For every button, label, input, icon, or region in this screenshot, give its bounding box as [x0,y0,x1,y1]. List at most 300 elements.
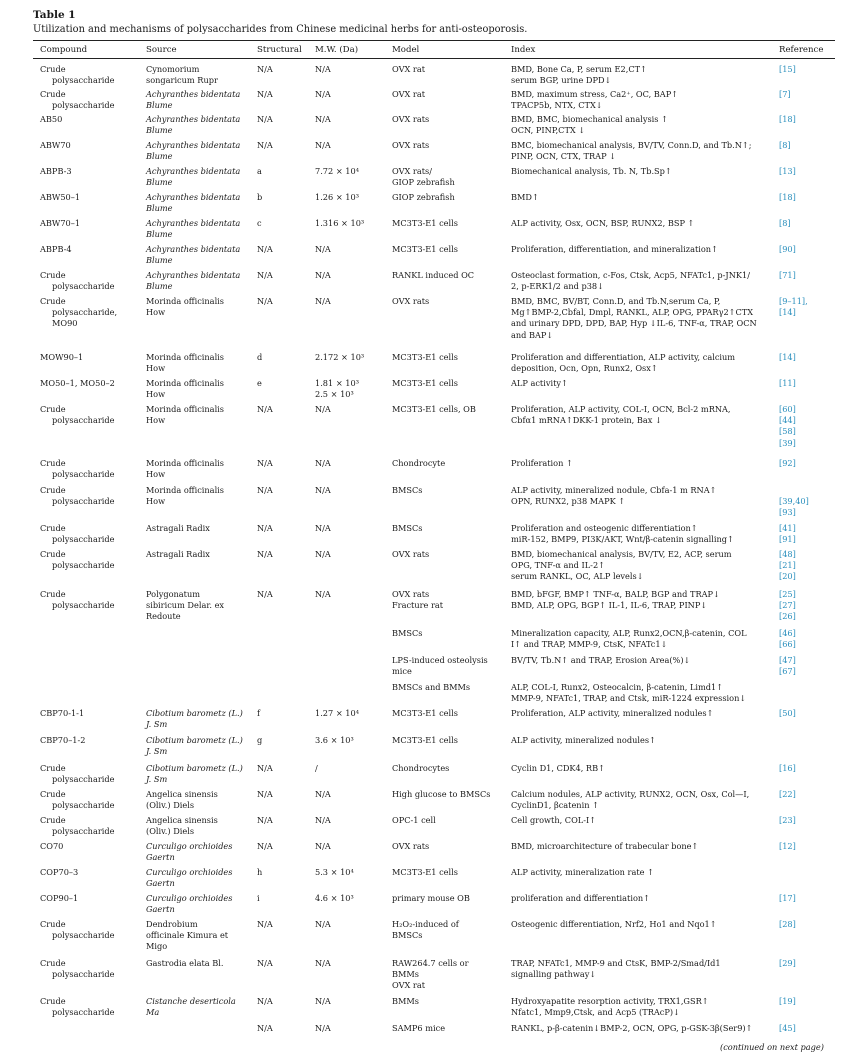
cell-line: OVX rat [392,980,425,991]
cell-index [511,404,776,426]
cell-index [511,735,776,746]
cell-line: CBP70-1-1 [40,708,85,718]
cell-index [511,244,776,255]
cell-reference [779,378,835,389]
cell-line: Crude [40,789,66,799]
reference-link[interactable]: [23] [779,815,796,825]
cell-index [511,708,776,719]
cell-line: N/A [315,919,331,929]
cell-line: Gaertn [146,904,175,915]
cell-line: Crude [40,64,66,74]
cell-line: g [257,735,263,745]
reference-link[interactable]: [67] [779,666,796,677]
cell-structural [257,763,312,774]
cell-source [146,140,254,162]
cell-index [511,655,776,666]
cell-line: Curculigo orchioides [146,867,233,877]
cell-line: OPN, RUNX2, p38 MAPK ↑ [511,496,626,507]
cell-line: Astragali Radix [146,549,210,559]
cell-line: GIOP zebrafish [392,177,455,188]
header-model: Model [392,45,420,55]
cell-line: OPG, TNF-α and IL-2↑ [511,560,606,571]
cell-line: N/A [257,549,273,559]
cell-reference [779,114,835,125]
cell-line: 1.27 × 10⁴ [315,708,359,718]
cell-line: Morinda officinalis [146,296,225,306]
cell-index [511,458,776,469]
cell-line: N/A [257,140,273,150]
cell-index [511,485,776,507]
cell-reference [779,270,835,281]
reference-link[interactable]: [25] [779,589,796,599]
cell-reference [779,763,835,774]
cell-source [146,919,254,953]
header-structural: Structural [257,45,302,55]
reference-link[interactable]: [45] [779,1023,796,1033]
cell-source [146,458,254,480]
cell-line: OVX rats [392,549,430,559]
cell-reference [779,549,835,583]
cell-index [511,815,776,826]
cell-source [146,841,254,863]
reference-link[interactable]: [9–11], [779,296,808,306]
cell-line: Blume [146,203,173,214]
cell-line: (Oliv.) Diels [146,826,195,837]
cell-line: ABW70 [40,140,71,150]
cell-source [146,270,254,292]
cell-line: TRAP, NFATc1, MMP-9 and CtsK, BMP-2/Smad/Id1 [511,958,721,968]
cell-line: Blume [146,255,173,266]
cell-line: serum RANKL, OC, ALP levels↓ [511,571,644,582]
reference-link[interactable]: [8] [779,218,791,228]
cell-line: BMD↑ [511,192,539,202]
cell-line: 4.6 × 10³ [315,893,354,903]
cell-index [511,378,776,389]
cell-line: Crude [40,549,66,559]
cell-line: Mg↑BMP-2,Cbfal, Dmpl, RANKL, ALP, OPG, PPARγ2↑CTX [511,307,754,318]
cell-line: Crude [40,485,66,495]
cell-line: officinale Kimura et [146,930,229,941]
reference-link[interactable]: [29] [779,958,796,968]
cell-model [392,628,504,639]
reference-link[interactable]: [22] [779,789,796,799]
cell-line: N/A [257,1023,273,1033]
cell-structural [257,296,312,307]
cell-mw [315,378,387,400]
reference-link[interactable]: [18] [779,114,796,124]
cell-reference [779,708,835,719]
cell-line: How [146,415,166,426]
cell-line: N/A [257,296,273,306]
cell-mw [315,244,387,255]
cell-line: polysaccharide [52,774,115,785]
cell-model [392,867,504,878]
cell-mw [315,218,387,229]
cell-line: polysaccharide [52,1007,115,1018]
cell-line: Crude [40,296,66,306]
cell-line: 2, p-ERK1/2 and p38↓ [511,281,604,292]
cell-model [392,192,504,203]
cell-line: f [257,708,261,718]
cell-reference [779,589,835,623]
cell-mw [315,485,387,496]
cell-line: N/A [315,64,331,74]
cell-line: Calcium nodules, ALP activity, RUNX2, OCN, Osx, Col—I, [511,789,750,799]
cell-source [146,89,254,111]
cell-structural [257,867,312,878]
cell-line: polysaccharide [52,469,115,480]
cell-line: N/A [257,89,273,99]
cell-line: High glucose to BMSCs [392,789,491,799]
cell-line: BMMs [392,996,419,1006]
cell-model [392,815,504,826]
cell-line: polysaccharide [52,534,115,545]
cell-line: Crude [40,89,66,99]
cell-line: Angelica sinensis [146,815,218,825]
cell-structural [257,789,312,800]
reference-link[interactable]: [18] [779,192,796,202]
reference-link[interactable]: [14] [779,307,796,318]
cell-line: Cynomorium [146,64,200,74]
cell-mw [315,958,387,969]
cell-source [146,867,254,889]
cell-mw [315,763,387,774]
cell-line: OVX rats [392,296,430,306]
cell-reference [779,218,835,229]
cell-line: MMP-9, NFATc1, TRAP, and Ctsk, miR-1224 expression↓ [511,693,747,704]
cell-line: c [257,218,262,228]
cell-reference [779,655,835,677]
cell-line: BMMs [392,969,419,980]
cell-model [392,789,504,800]
cell-line: TPACP5b, NTX, CTX↓ [511,100,603,111]
reference-link[interactable]: [58] [779,426,796,437]
reference-link[interactable]: [41] [779,523,796,533]
cell-source [146,549,254,560]
cell-reference [779,523,835,545]
cell-structural [257,64,312,75]
cell-line: Hydroxyapatite resorption activity, TRX1,GSR↑ [511,996,709,1006]
cell-line: polysaccharide [52,969,115,980]
cell-line: N/A [257,763,273,773]
cell-line: N/A [315,458,331,468]
cell-line: Gaertn [146,878,175,889]
cell-line: Crude [40,270,66,280]
reference-link[interactable]: [17] [779,893,796,903]
cell-source [146,166,254,188]
cell-line: N/A [257,919,273,929]
cell-index [511,589,776,611]
cell-index [511,789,776,811]
cell-line: Biomechanical analysis, Tb. N, Tb.Sp↑ [511,166,672,176]
cell-line: MO90 [52,318,78,329]
cell-index [511,114,776,136]
reference-link[interactable]: [91] [779,534,796,545]
cell-line: How [146,469,166,480]
cell-line: BMSCs [392,930,423,941]
cell-line: polysaccharide [52,930,115,941]
cell-line: BMD, biomechanical analysis, BV/TV, E2, ACP, serum [511,549,732,559]
cell-reference [779,404,835,449]
reference-link[interactable]: [48] [779,549,796,559]
cell-source [146,763,254,785]
reference-link[interactable]: [90] [779,244,796,254]
cell-structural [257,270,312,281]
cell-mw [315,140,387,151]
cell-reference [779,296,835,318]
cell-line: ABW70–1 [40,218,81,228]
cell-line: MC3T3-E1 cells [392,378,458,388]
cell-line: N/A [257,270,273,280]
cell-model [392,270,504,281]
cell-line: N/A [315,841,331,851]
cell-line: Gastrodia elata Bl. [146,958,224,968]
cell-line: N/A [257,841,273,851]
cell-mw [315,523,387,534]
cell-line: 7.72 × 10⁴ [315,166,359,176]
top-rule [33,40,835,41]
reference-link[interactable]: [27] [779,600,796,611]
cell-model [392,378,504,389]
reference-link[interactable]: [50] [779,708,796,718]
cell-mw [315,352,387,363]
reference-link[interactable]: [8] [779,140,791,150]
cell-line: Cistanche deserticola [146,996,236,1006]
reference-link[interactable]: [13] [779,166,796,176]
cell-model [392,404,504,415]
cell-line: BMD, BMC, BV/BT, Conn.D, and Tb.N,serum Ca, P, [511,296,721,306]
reference-link[interactable]: [11] [779,378,796,388]
cell-model [392,296,504,307]
cell-line: MC3T3-E1 cells [392,867,458,877]
cell-line: ALP, COL-I, Runx2, Osteocalcin, β-catenin, Limd1↑ [511,682,724,692]
reference-link[interactable]: [21] [779,560,796,571]
cell-line: BMD, ALP, OPG, BGP↑ IL-1, IL-6, TRAP, PINP↓ [511,600,708,611]
cell-model [392,655,504,677]
cell-line: BMD, maximum stress, Ca2⁺, OC, BAP↑ [511,89,679,99]
reference-link[interactable] [779,485,835,496]
cell-line: COP90–1 [40,893,79,903]
cell-line: N/A [257,244,273,254]
cell-source [146,378,254,400]
cell-index [511,192,776,203]
cell-source [146,523,254,534]
cell-source [146,192,254,214]
cell-line: BMD, microarchitecture of trabecular bone↑ [511,841,699,851]
cell-index [511,296,776,341]
reference-link[interactable]: [19] [779,996,796,1006]
cell-line: signalling pathway↓ [511,969,597,980]
cell-line: N/A [315,296,331,306]
reference-link[interactable]: [14] [779,352,796,362]
reference-link[interactable]: [28] [779,919,796,929]
cell-line: BMSCs and BMMs [392,682,471,692]
cell-line: miR-152, BMP9, PI3K/AKT, Wnt/β-catenin signalling↑ [511,534,734,545]
reference-link[interactable]: [92] [779,458,796,468]
cell-line: PINP, OCN, CTX, TRAP ↓ [511,151,617,162]
cell-line: ALP activity, mineralized nodules↑ [511,735,656,745]
cell-source [146,996,254,1018]
cell-mw [315,270,387,281]
reference-link[interactable]: [46] [779,628,796,638]
cell-mw [315,64,387,75]
cell-structural [257,523,312,534]
cell-line: CO70 [40,841,64,851]
cell-source [146,64,254,86]
cell-mw [315,893,387,904]
reference-link[interactable]: [16] [779,763,796,773]
cell-structural [257,735,312,746]
cell-line: BMSCs [392,628,423,638]
cell-index [511,218,776,229]
cell-line: OVX rats [392,140,430,150]
cell-line: 1.316 × 10³ [315,218,365,228]
cell-line: ALP activity↑ [511,378,568,388]
reference-link[interactable]: [7] [779,89,791,99]
cell-index [511,64,776,86]
cell-line: OVX rats [392,841,430,851]
cell-line: ALP activity, mineralization rate ↑ [511,867,654,877]
cell-index [511,958,776,980]
cell-mw [315,996,387,1007]
cell-line: Cibotium barometz (L.) [146,708,243,718]
cell-line: Crude [40,815,66,825]
cell-structural [257,893,312,904]
reference-link[interactable]: [47] [779,655,796,665]
cell-line: Polygonatum [146,589,201,599]
cell-index [511,166,776,177]
cell-line: N/A [315,404,331,414]
cell-index [511,682,776,704]
reference-link[interactable]: [93] [779,507,796,518]
cell-line: N/A [315,815,331,825]
cell-line: mice [392,666,412,677]
cell-line: N/A [315,589,331,599]
cell-line: ABPB-4 [40,244,72,254]
cell-line: MC3T3-E1 cells [392,244,458,254]
cell-line: Cbfα1 mRNA↑DKK-1 protein, Bax ↓ [511,415,662,426]
cell-line: Proliferation, ALP activity, mineralized nodules↑ [511,708,714,718]
header-mw: M.W. (Da) [315,45,359,55]
cell-line: polysaccharide [52,281,115,292]
cell-line: Morinda officinalis [146,404,225,414]
cell-mw [315,458,387,469]
cell-source [146,218,254,240]
cell-line: OCN, PINP,CTX ↓ [511,125,586,136]
cell-line: polysaccharide, [52,307,118,318]
cell-line: and BAP↓ [511,329,554,340]
cell-line: 3.6 × 10³ [315,735,354,745]
cell-line: Blume [146,125,173,136]
cell-line: Crude [40,589,66,599]
cell-line: MC3T3-E1 cells [392,708,458,718]
cell-line: polysaccharide [52,560,115,571]
cell-line: RANKL, p-β-catenin↓BMP-2, OCN, OPG, p-GSK-3β(Ser9)↑ [511,1023,753,1033]
cell-index [511,140,776,162]
cell-line: BMC, biomechanical analysis, BV/TV, Conn.D, and Tb.N↑; [511,140,752,150]
cell-line: N/A [257,64,273,74]
reference-link[interactable]: [15] [779,64,796,74]
header-source: Source [146,45,177,55]
cell-line: N/A [257,815,273,825]
cell-line: BMD, Bone Ca, P, serum E2,CT↑ [511,64,647,74]
cell-index [511,919,776,930]
cell-mw [315,296,387,307]
reference-link[interactable]: [20] [779,571,796,582]
header-index: Index [511,45,536,55]
cell-line: 2.5 × 10³ [315,389,354,400]
cell-model [392,352,504,363]
header-reference: Reference [779,45,824,55]
reference-link[interactable]: [60] [779,404,796,414]
cell-structural [257,485,312,496]
cell-structural [257,815,312,826]
reference-link[interactable]: [66] [779,639,796,650]
cell-line: Achyranthes bidentata [146,270,241,280]
cell-structural [257,549,312,560]
cell-line: BMD, bFGF, BMP↑ TNF-α, BALP, BGP and TRAP↓ [511,589,720,599]
reference-link[interactable]: [71] [779,270,796,280]
cell-mw [315,404,387,415]
cell-line: Crude [40,523,66,533]
cell-model [392,218,504,229]
reference-link[interactable]: [26] [779,611,796,622]
reference-link[interactable]: [12] [779,841,796,851]
cell-line: Achyranthes bidentata [146,114,241,124]
table-title: Table 1 [33,9,76,21]
reference-link[interactable]: [44] [779,415,796,426]
cell-index [511,867,776,878]
cell-line: Chondrocyte [392,458,446,468]
cell-line: Nfatc1, Mmp9,Ctsk, and Acp5 (TRAcP)↓ [511,1007,680,1018]
cell-line: N/A [315,549,331,559]
cell-reference [779,89,835,100]
cell-line: BMD, BMC, biomechanical analysis ↑ [511,114,668,124]
cell-line: N/A [257,958,273,968]
cell-line: ABPB-3 [40,166,72,176]
cell-line: Proliferation, ALP activity, COL-I, OCN, Bcl-2 mRNA, [511,404,731,414]
cell-line: Migo [146,941,168,952]
cell-line: Morinda officinalis [146,458,225,468]
cell-source [146,485,254,507]
cell-index [511,549,776,583]
cell-source [146,404,254,426]
cell-reference [779,1023,835,1034]
cell-line: AB50 [40,114,63,124]
cell-mw [315,114,387,125]
cell-line: RAW264.7 cells or [392,958,469,968]
cell-line: Osteogenic differentiation, Nrf2, Ho1 and Nqo1↑ [511,919,717,929]
cell-reference [779,789,835,800]
cell-line: deposition, Ocn, Opn, Runx2, Osx↑ [511,363,658,374]
cell-line: OVX rats/ [392,166,432,176]
cell-model [392,458,504,469]
cell-line: MC3T3-E1 cells, OB [392,404,476,414]
cell-structural [257,140,312,151]
cell-line: Astragali Radix [146,523,210,533]
cell-line: OVX rat [392,64,425,74]
cell-source [146,708,254,730]
reference-link[interactable]: [39,40] [779,496,809,507]
cell-mw [315,841,387,852]
cell-line: CBP70–1-2 [40,735,86,745]
cell-line: Achyranthes bidentata [146,218,241,228]
cell-index [511,628,776,650]
cell-source [146,815,254,837]
reference-link[interactable]: [39] [779,437,796,448]
cell-line: Crude [40,404,66,414]
cell-model [392,996,504,1007]
